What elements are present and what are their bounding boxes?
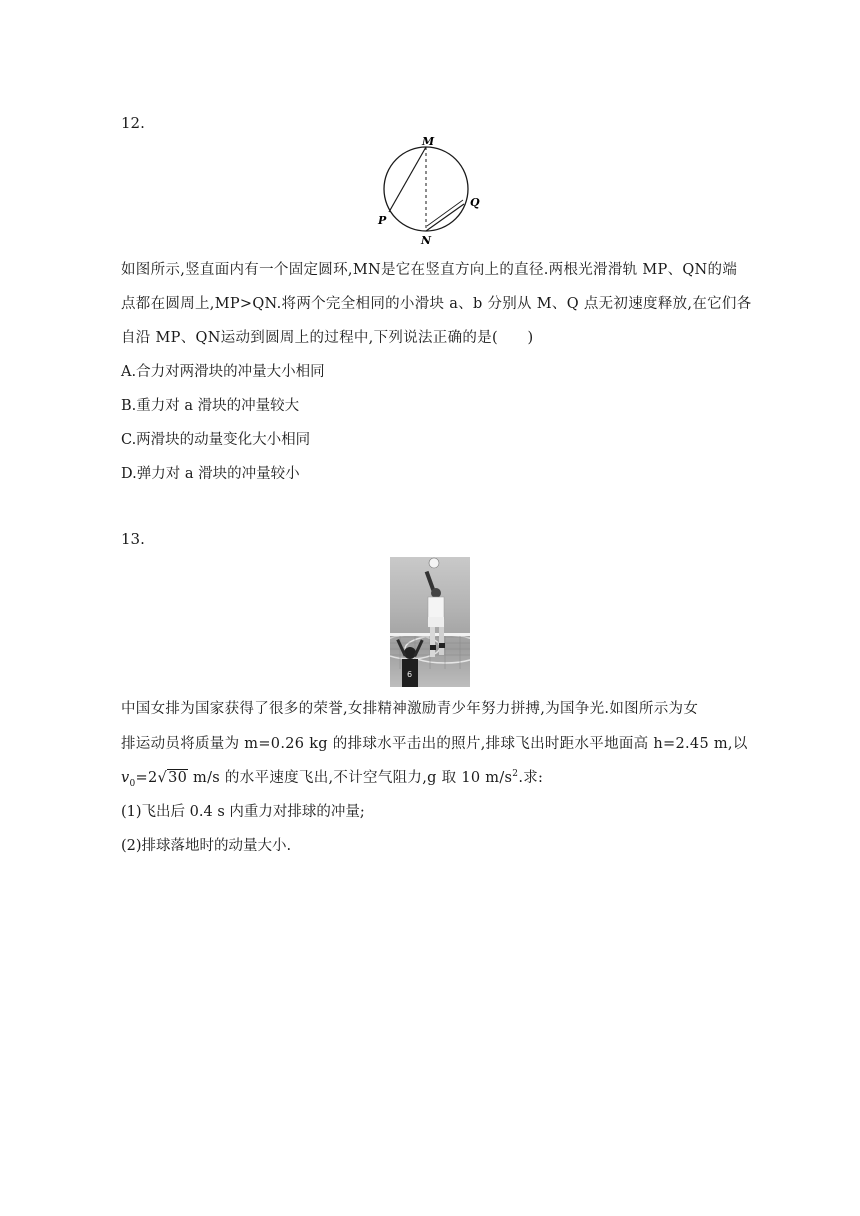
- q12-text-line-2: 点都在圆周上,MP>QN.将两个完全相同的小滑块 a、b 分别从 M、Q 点无初速度释放,在它们各: [121, 296, 752, 312]
- rail-qn-inner: [427, 200, 463, 226]
- q12-text-line-3: 自沿 MP、QN运动到圆周上的过程中,下列说法正确的是( ): [121, 330, 534, 346]
- velocity-subscript: 0: [129, 778, 136, 789]
- circle-diagram: [372, 134, 492, 246]
- option-d: D.弹力对 a 滑块的冲量较小: [121, 466, 300, 482]
- volleyball-photo: [390, 557, 470, 687]
- rail-mp: [389, 147, 426, 212]
- velocity-symbol: v: [121, 770, 130, 786]
- jersey-number: 6: [407, 670, 413, 679]
- label-p: P: [378, 214, 387, 227]
- q13-text-line-3: [121, 766, 543, 789]
- label-q: Q: [470, 196, 480, 209]
- q13-line-3-rest: m/s 的水平速度飞出,不计空气阻力,g 取 10 m/s: [188, 770, 513, 786]
- q12-text-line-1: 如图所示,竖直面内有一个固定圆环,MN是它在竖直方向上的直径.两根光滑滑轨 MP、QN的端: [121, 262, 738, 278]
- option-c: C.两滑块的动量变化大小相同: [121, 432, 311, 448]
- q13-subquestion-1: (1)飞出后 0.4 s 内重力对排球的冲量;: [121, 804, 365, 820]
- velocity-coefficient: =2: [135, 770, 158, 786]
- q13-line-3-end: .求:: [518, 770, 544, 786]
- option-b: B.重力对 a 滑块的冲量较大: [121, 398, 300, 414]
- q13-text-line-2: 排运动员将质量为 m=0.26 kg 的排球水平击出的照片,排球飞出时距水平地面高 h=2.45 m,以: [121, 736, 748, 752]
- option-a: A.合力对两滑块的冲量大小相同: [121, 364, 325, 380]
- sqrt-radical: √: [157, 770, 168, 786]
- sqrt-value: 30: [168, 770, 188, 786]
- q13-text-line-1: 中国女排为国家获得了很多的荣誉,女排精神激励青少年努力拼搏,为国争光.如图所示为女: [121, 701, 699, 717]
- unit-exponent: 2: [512, 769, 519, 780]
- label-n: N: [421, 234, 432, 246]
- question-12-number: 12.: [121, 114, 145, 132]
- question-13-number: 13.: [121, 530, 145, 548]
- q13-subquestion-2: (2)排球落地时的动量大小.: [121, 838, 292, 854]
- label-m: M: [422, 135, 435, 148]
